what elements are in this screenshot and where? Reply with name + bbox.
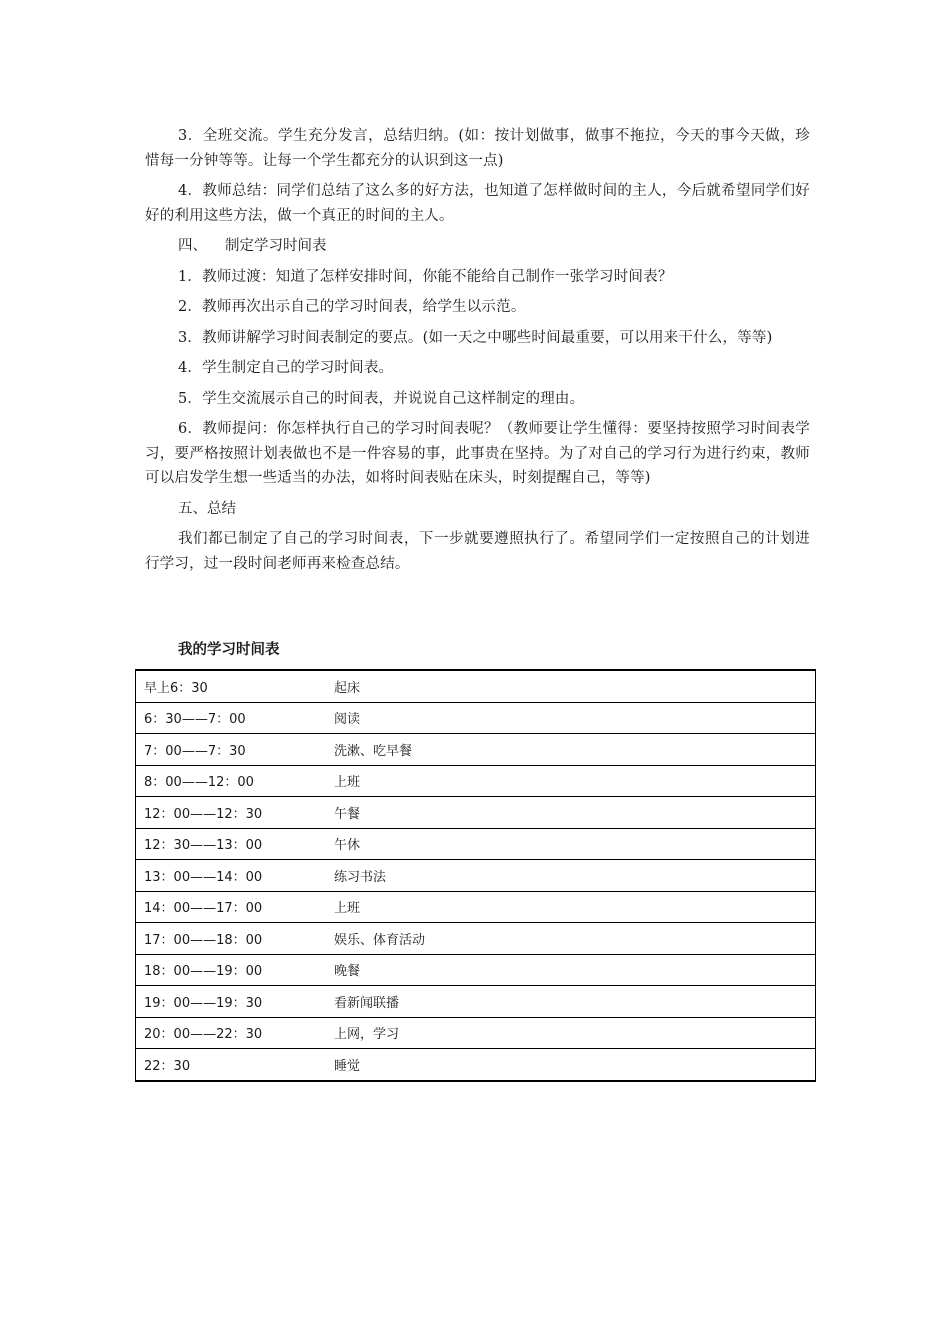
paragraph: 6．教师提问：你怎样执行自己的学习时间表呢？（教师要让学生懂得：要坚持按照学习时间表学习，要严格按照计划表做也不是一件容易的事，此事贵在坚持。为了对自己的学习行为进行约束，教师可以启发学生想一些适当的办法，如将时间表贴在床头，时刻提醒自己，等等) xyxy=(145,421,810,486)
paragraph: 4．教师总结：同学们总结了这么多的好方法，也知道了怎样做时间的主人，今后就希望同学们好好的利用这些方法，做一个真正的时间的主人。 xyxy=(145,183,810,224)
table-row xyxy=(136,1017,816,1049)
table-title: 我的学习时间表 xyxy=(178,642,280,658)
time-cell: 12：30——13：00 xyxy=(136,828,327,860)
table-row xyxy=(136,670,816,702)
table-row xyxy=(136,986,816,1018)
section-heading-5: 五、总结 xyxy=(178,500,236,517)
time-cell: 22：30 xyxy=(136,1049,327,1081)
activity-cell: 午餐 xyxy=(326,797,816,829)
paragraph-summary: 我们都已制定了自己的学习时间表，下一步就要遵照执行了。希望同学们一定按照自己的计划进行学习，过一段时间老师再来检查总结。 xyxy=(145,531,810,572)
table-row xyxy=(136,765,816,797)
table-row xyxy=(136,891,816,923)
activity-cell: 阅读 xyxy=(326,702,816,734)
time-cell: 6：30——7：00 xyxy=(136,702,327,734)
activity-cell: 上班 xyxy=(326,765,816,797)
paragraph: 3．教师讲解学习时间表制定的要点。(如一天之中哪些时间最重要，可以用来干什么，等等) xyxy=(178,329,773,346)
time-cell: 8：00——12：00 xyxy=(136,765,327,797)
paragraph: 2．教师再次出示自己的学习时间表，给学生以示范。 xyxy=(178,299,526,315)
activity-cell: 晚餐 xyxy=(326,954,816,986)
body-text xyxy=(145,124,810,582)
paragraph: 5．学生交流展示自己的时间表，并说说自己这样制定的理由。 xyxy=(178,390,585,407)
table-row xyxy=(136,797,816,829)
time-cell: 早上6：30 xyxy=(136,670,327,702)
section-title: 制定学习时间表 xyxy=(225,238,327,254)
activity-cell: 看新闻联播 xyxy=(326,986,816,1018)
section-heading-4 xyxy=(145,234,810,259)
time-cell: 14：00——17：00 xyxy=(136,891,327,923)
activity-cell: 上网，学习 xyxy=(326,1017,816,1049)
time-cell: 19：00——19：30 xyxy=(136,986,327,1018)
time-cell: 12：00——12：30 xyxy=(136,797,327,829)
paragraph: 3．全班交流。学生充分发言，总结归纳。(如：按计划做事，做事不拖拉，今天的事今天做，珍惜每一分钟等等。让每一个学生都充分的认识到这一点) xyxy=(145,128,810,169)
time-cell: 17：00——18：00 xyxy=(136,923,327,955)
time-cell: 18：00——19：00 xyxy=(136,954,327,986)
table-row xyxy=(136,702,816,734)
activity-cell: 上班 xyxy=(326,891,816,923)
activity-cell: 娱乐、体育活动 xyxy=(326,923,816,955)
activity-cell: 午休 xyxy=(326,828,816,860)
activity-cell: 练习书法 xyxy=(326,860,816,892)
table-row xyxy=(136,923,816,955)
time-cell: 13：00——14：00 xyxy=(136,860,327,892)
activity-cell: 起床 xyxy=(326,670,816,702)
table-row xyxy=(136,1049,816,1081)
activity-cell: 睡觉 xyxy=(326,1049,816,1081)
time-cell: 20：00——22：30 xyxy=(136,1017,327,1049)
paragraph: 4．学生制定自己的学习时间表。 xyxy=(178,360,394,376)
schedule-table xyxy=(135,669,816,1082)
table-row xyxy=(136,860,816,892)
time-cell: 7：00——7：30 xyxy=(136,734,327,766)
table-row xyxy=(136,954,816,986)
paragraph: 1．教师过渡：知道了怎样安排时间，你能不能给自己制作一张学习时间表？ xyxy=(178,268,673,285)
table-row xyxy=(136,734,816,766)
table-row xyxy=(136,828,816,860)
section-number: 四、 xyxy=(178,238,207,254)
activity-cell: 洗漱、吃早餐 xyxy=(326,734,816,766)
